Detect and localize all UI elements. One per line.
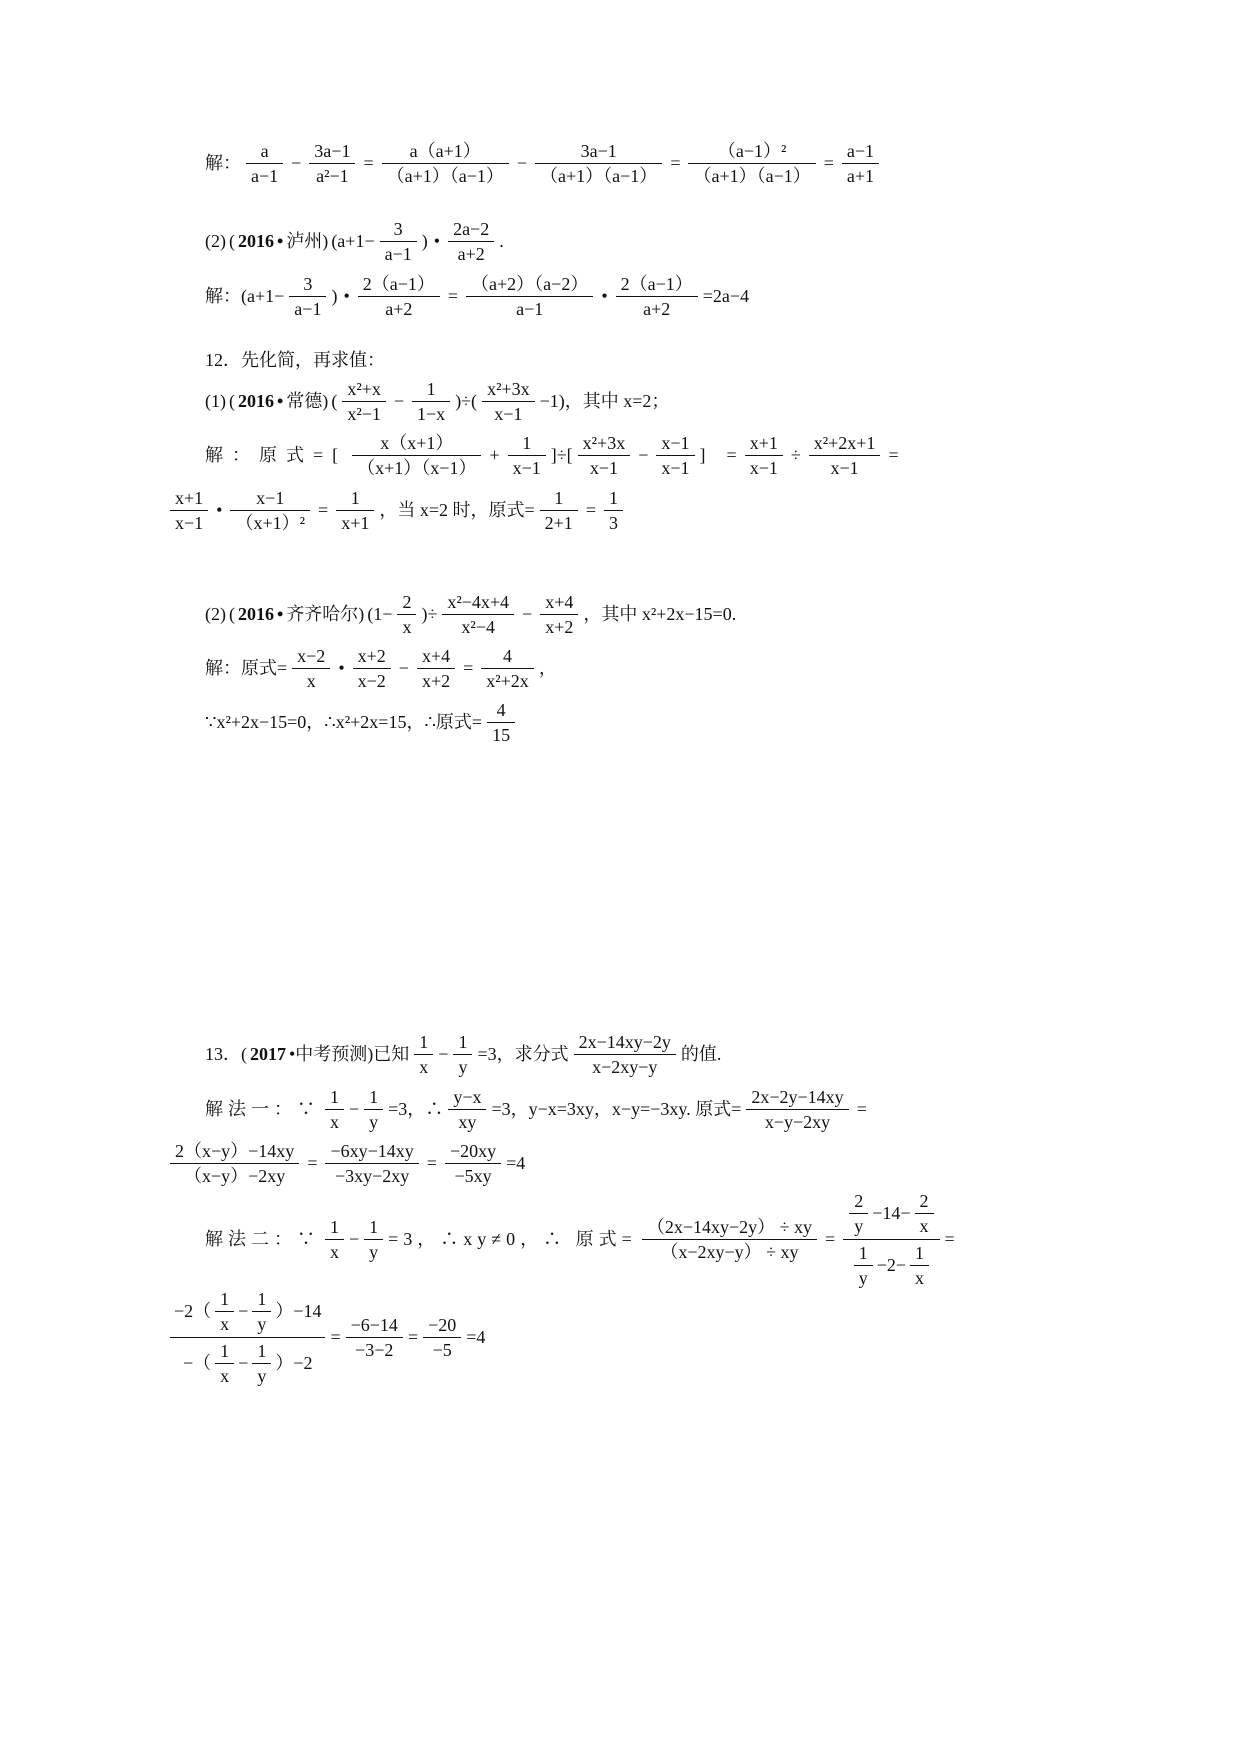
fraction <box>616 274 698 319</box>
fraction <box>854 1243 873 1288</box>
fraction <box>656 433 694 478</box>
denominator: −5 <box>432 1339 452 1360</box>
numerator: x+1 <box>170 488 208 511</box>
solution-label: 解： <box>205 153 241 173</box>
minus-sign: − <box>398 658 409 678</box>
fraction <box>540 592 578 637</box>
expression-text: )÷( <box>455 391 478 411</box>
expression-text: )÷ <box>421 604 438 624</box>
numerator: 1 <box>910 1243 929 1266</box>
numerator: 1 <box>364 1087 383 1110</box>
minus-sign: − <box>438 1044 449 1064</box>
divide-sign: ÷ <box>790 445 801 465</box>
denominator: x <box>402 616 412 637</box>
expression-text: =4 <box>506 1153 526 1173</box>
fraction <box>642 1217 817 1262</box>
denominator: （x+1）² <box>235 512 306 533</box>
fraction <box>508 433 546 478</box>
numerator: 1 <box>540 488 578 511</box>
numerator: 2（x−y）−14xy <box>170 1141 299 1164</box>
numerator: 2 <box>397 592 416 615</box>
fraction <box>746 1087 848 1132</box>
numerator: 1 <box>508 433 546 456</box>
solution-label: 解：原式= <box>205 658 288 678</box>
fraction <box>915 1191 934 1236</box>
numerator: 2 <box>915 1191 934 1214</box>
fraction <box>414 1032 433 1077</box>
fraction <box>423 1315 461 1360</box>
compound-fraction <box>843 1191 939 1288</box>
equals-sign: = <box>407 1327 419 1347</box>
numerator: 1 <box>325 1087 344 1110</box>
fraction <box>910 1243 929 1288</box>
numerator: y−x <box>448 1087 486 1110</box>
solution-label: 解法一：∵ <box>205 1099 320 1119</box>
fraction <box>809 433 881 478</box>
source-location: 常德) <box>286 391 329 411</box>
expression-text: −14− <box>872 1203 911 1223</box>
denominator: （x−2xy−y） ÷ xy <box>660 1241 799 1262</box>
multiply-dot: • <box>601 286 608 306</box>
equals-sign: = <box>307 1153 318 1173</box>
equals-sign: = <box>426 1153 437 1173</box>
denominator: 3 <box>608 512 618 533</box>
numerator: x+4 <box>417 646 455 669</box>
numerator: 3 <box>380 219 417 242</box>
fraction <box>289 274 326 319</box>
expression-text: ]÷[ <box>550 445 573 465</box>
fraction <box>352 433 481 478</box>
fraction <box>230 488 310 533</box>
source-location: 泸州) <box>286 231 329 251</box>
expression-text: ) <box>421 231 428 251</box>
numerator: −6xy−14xy <box>325 1141 418 1164</box>
fraction <box>481 646 534 691</box>
fraction <box>170 1141 299 1186</box>
denominator: y <box>458 1056 468 1077</box>
equals-sign: = <box>330 1327 341 1347</box>
separator-dot: • <box>277 604 284 624</box>
equals-sign: = <box>823 153 834 173</box>
numerator: 1 <box>364 1217 383 1240</box>
denominator: x <box>220 1313 230 1334</box>
minus-sign: − <box>516 153 528 173</box>
denominator: （a+1）（a−1） <box>693 165 811 186</box>
source-year: 2016 <box>238 391 274 411</box>
q11-2-solution <box>205 266 749 326</box>
fraction <box>364 1087 383 1132</box>
expression-text: −2（ <box>174 1301 212 1321</box>
expression-text: −2− <box>876 1255 906 1275</box>
numerator: x−1 <box>230 488 310 511</box>
fraction <box>325 1217 344 1262</box>
denominator: x−y−2xy <box>764 1111 831 1132</box>
q13-method-2-line-1 <box>205 1190 955 1288</box>
numerator: 3a−1 <box>309 141 355 164</box>
fraction <box>252 1289 271 1334</box>
denominator: x−1 <box>589 457 619 478</box>
denominator: x²−4 <box>461 616 495 637</box>
denominator: −3−2 <box>355 1339 394 1360</box>
minus-sign: − <box>393 391 405 411</box>
source-year: 2017 <box>250 1044 286 1064</box>
numerator: a−1 <box>842 141 879 164</box>
denominator: x−1 <box>749 457 778 478</box>
fraction <box>215 1341 234 1386</box>
fraction <box>397 592 416 637</box>
denominator: y <box>369 1111 379 1132</box>
expression-text: ， <box>538 658 557 678</box>
denominator: x+1 <box>341 512 370 533</box>
plus-sign: + <box>489 445 500 465</box>
expression-text: =2a−4 <box>702 286 750 306</box>
denominator: x+2 <box>545 616 574 637</box>
source-location: 齐齐哈尔) <box>286 604 365 624</box>
numerator: x+2 <box>353 646 391 669</box>
minus-sign: − <box>291 153 302 173</box>
fraction <box>358 274 440 319</box>
fraction <box>325 1141 418 1186</box>
denominator: x <box>306 670 316 691</box>
fraction <box>380 219 417 264</box>
equals-sign: = <box>726 445 737 465</box>
numerator: 1 <box>252 1341 271 1364</box>
expression-text: ( <box>331 391 338 411</box>
numerator: 3 <box>289 274 326 297</box>
equals-sign: = <box>318 500 329 520</box>
denominator: xy <box>458 1111 477 1132</box>
denominator: x−1 <box>494 403 523 424</box>
solution-label: 解法二：∵ <box>205 1229 320 1249</box>
compound-denominator <box>843 1240 939 1288</box>
q12-2-solution-line-1 <box>205 638 557 698</box>
q12-1-solution-line-1 <box>205 425 902 485</box>
multiply-dot: • <box>338 658 345 678</box>
fraction <box>688 141 815 186</box>
fraction <box>346 1315 403 1360</box>
fraction <box>412 379 450 424</box>
denominator: y <box>369 1241 379 1262</box>
denominator: x <box>919 1215 929 1236</box>
equals-sign: = <box>888 445 899 465</box>
fraction <box>417 646 455 691</box>
expression-text: (a+1− <box>331 231 375 251</box>
fraction <box>292 646 330 691</box>
fraction <box>482 379 535 424</box>
numerator: −20xy <box>445 1141 501 1164</box>
expression-text: ，其中 x²+2x−15=0. <box>583 604 737 624</box>
numerator: x²+3x <box>578 433 631 456</box>
expression-text: −1)，其中 x=2； <box>539 391 670 411</box>
minus-sign: − <box>522 604 533 624</box>
solution-label: 解：(a+1− <box>205 286 285 306</box>
numerator: 2（a−1） <box>358 274 440 297</box>
numerator: （2x−14xy−2y） ÷ xy <box>642 1217 817 1240</box>
denominator: 1−x <box>417 403 446 424</box>
denominator: x+2 <box>421 670 451 691</box>
fraction <box>342 379 386 424</box>
numerator: x+1 <box>745 433 783 456</box>
minus-sign: − <box>638 445 649 465</box>
equals-sign: = <box>856 1099 867 1119</box>
expression-text: ] <box>699 445 706 465</box>
fraction <box>364 1217 383 1262</box>
fraction <box>604 488 623 533</box>
numerator: x−2 <box>292 646 330 669</box>
problem-heading: 12．先化简，再求值： <box>205 350 385 370</box>
expression-text: −（ <box>183 1353 212 1373</box>
equals-sign: = <box>447 286 459 306</box>
fraction <box>442 592 514 637</box>
sub-problem-number: (2) <box>205 231 226 251</box>
numerator: （a+2）（a−2） <box>466 274 593 297</box>
denominator: x−1 <box>175 512 204 533</box>
numerator: −20 <box>423 1315 461 1338</box>
numerator: a（a+1） <box>382 141 509 164</box>
q12-2-problem <box>205 584 736 644</box>
numerator: 2x−2y−14xy <box>746 1087 848 1110</box>
expression-text: 的值. <box>680 1044 722 1064</box>
fraction <box>487 700 515 745</box>
denominator: a−1 <box>294 298 322 319</box>
numerator: 2a−2 <box>448 219 494 242</box>
denominator: （a+1）（a−1） <box>386 165 504 186</box>
expression-text: (1− <box>367 604 393 624</box>
fraction <box>252 1341 271 1386</box>
q12-1-solution-line-2 <box>168 480 625 540</box>
fraction <box>448 219 494 264</box>
expression-text: ）−14 <box>275 1301 322 1321</box>
q11-1-solution <box>205 133 881 193</box>
fraction <box>382 141 509 186</box>
denominator: a+2 <box>385 298 413 319</box>
denominator: y <box>854 1215 864 1236</box>
denominator: y <box>858 1267 868 1288</box>
denominator: y <box>257 1365 267 1386</box>
denominator: 15 <box>492 724 511 745</box>
source-year: 2016 <box>238 604 274 624</box>
source-year: 2016 <box>238 231 274 251</box>
expression-text: =3，∴xy≠0，∴ 原式= <box>388 1229 637 1249</box>
numerator: x²+x <box>342 379 386 402</box>
numerator: x（x+1） <box>352 433 481 456</box>
compound-denominator <box>170 1338 325 1386</box>
denominator: x−1 <box>661 457 690 478</box>
fraction <box>170 488 208 533</box>
expression-text: ∵x²+2x−15=0，∴x²+2x=15，∴原式= <box>205 712 483 732</box>
q13-method-1-line-2 <box>168 1133 525 1193</box>
numerator: x+4 <box>540 592 578 615</box>
numerator: 1 <box>252 1289 271 1312</box>
expression-text: ）−2 <box>275 1353 313 1373</box>
q12-1-problem <box>205 371 669 431</box>
fraction <box>466 274 593 319</box>
numerator: 2x−14xy−2y <box>574 1032 676 1055</box>
fraction <box>309 141 355 186</box>
q13-method-1-line-1 <box>205 1079 870 1139</box>
expression-text: •中考预测)已知 <box>289 1044 410 1064</box>
numerator: 1 <box>604 488 623 511</box>
fraction <box>336 488 374 533</box>
fraction <box>215 1289 234 1334</box>
denominator: x²+2x <box>486 670 529 691</box>
q13-problem <box>205 1024 721 1084</box>
equals-sign: = <box>463 658 474 678</box>
numerator: a <box>246 141 283 164</box>
expression-text: ( <box>229 391 235 411</box>
numerator: （a−1）² <box>688 141 815 164</box>
denominator: x <box>330 1111 339 1132</box>
denominator: x <box>915 1267 924 1288</box>
numerator: 1 <box>215 1341 234 1364</box>
denominator: x <box>419 1056 429 1077</box>
numerator: −6−14 <box>346 1315 403 1338</box>
denominator: a−1 <box>516 298 544 319</box>
equals-sign: = <box>944 1229 955 1249</box>
numerator: 1 <box>453 1032 472 1055</box>
compound-numerator <box>843 1191 939 1240</box>
denominator: （x+1）（x−1） <box>357 457 477 478</box>
multiply-dot: • <box>216 500 223 520</box>
problem-number: 13．( <box>205 1044 247 1064</box>
numerator: 2 <box>849 1191 868 1214</box>
compound-numerator <box>170 1289 325 1338</box>
numerator: 1 <box>854 1243 873 1266</box>
numerator: 1 <box>215 1289 234 1312</box>
sub-problem-number: (1) <box>205 391 226 411</box>
denominator: x−1 <box>830 457 859 478</box>
q13-method-2-line-2 <box>168 1288 486 1386</box>
minus-sign: − <box>349 1229 360 1249</box>
minus-sign: − <box>349 1099 360 1119</box>
expression-text: ，当 x=2 时，原式= <box>379 500 535 520</box>
equals-sign: = <box>363 153 374 173</box>
fraction <box>578 433 631 478</box>
numerator: 4 <box>487 700 515 723</box>
separator-dot: • <box>277 231 284 251</box>
numerator: 3a−1 <box>535 141 662 164</box>
denominator: （a+1）（a−1） <box>540 165 658 186</box>
denominator: 2+1 <box>544 512 573 533</box>
fraction <box>842 141 879 186</box>
q11-2-problem <box>205 211 504 271</box>
denominator: −3xy−2xy <box>334 1165 410 1186</box>
denominator: a+2 <box>457 243 485 264</box>
fraction <box>246 141 283 186</box>
denominator: x−2 <box>357 670 386 691</box>
equals-sign: = <box>825 1229 836 1249</box>
denominator: （x−y）−2xy <box>184 1165 286 1186</box>
compound-fraction <box>170 1289 325 1386</box>
fraction <box>574 1032 676 1077</box>
fraction <box>325 1087 344 1132</box>
denominator: −5xy <box>454 1165 492 1186</box>
numerator: 2（a−1） <box>616 274 698 297</box>
equals-sign: = <box>585 500 596 520</box>
denominator: y <box>257 1313 267 1334</box>
numerator: 1 <box>325 1217 344 1240</box>
solution-label: 解：原式=[ <box>205 445 348 465</box>
minus-sign: − <box>238 1353 249 1373</box>
expression-text: ( <box>229 604 235 624</box>
equals-sign: = <box>670 153 681 173</box>
denominator: x <box>330 1241 339 1262</box>
multiply-dot: • <box>433 231 441 251</box>
denominator: a−1 <box>384 243 412 264</box>
minus-sign: − <box>238 1301 249 1321</box>
expression-text: ) <box>331 286 338 306</box>
fraction <box>849 1191 868 1236</box>
numerator: 1 <box>414 1032 433 1055</box>
expression-text: . <box>499 231 504 251</box>
numerator: 4 <box>481 646 534 669</box>
fraction <box>448 1087 486 1132</box>
denominator: x−1 <box>512 457 541 478</box>
fraction <box>540 488 578 533</box>
multiply-dot: • <box>343 286 350 306</box>
fraction <box>445 1141 501 1186</box>
expression-text: =4 <box>466 1327 486 1347</box>
denominator: a²−1 <box>316 165 349 186</box>
expression-text: ( <box>229 231 235 251</box>
numerator: x²+2x+1 <box>809 433 881 456</box>
fraction <box>453 1032 472 1077</box>
fraction <box>353 646 391 691</box>
numerator: x²+3x <box>482 379 535 402</box>
numerator: x²−4x+4 <box>442 592 514 615</box>
denominator: a−1 <box>251 165 279 186</box>
sub-problem-number: (2) <box>205 604 226 624</box>
fraction <box>535 141 662 186</box>
denominator: a+1 <box>846 165 875 186</box>
numerator: x−1 <box>656 433 694 456</box>
q12-2-solution-line-2 <box>205 692 517 752</box>
expression-text: =3，求分式 <box>477 1044 569 1064</box>
expression-text: =3，y−x=3xy，x−y=−3xy. 原式= <box>491 1099 742 1119</box>
denominator: x <box>220 1365 230 1386</box>
expression-text: =3，∴ <box>388 1099 444 1119</box>
denominator: x−2xy−y <box>592 1056 658 1077</box>
numerator: 1 <box>412 379 450 402</box>
separator-dot: • <box>277 391 284 411</box>
fraction <box>745 433 783 478</box>
denominator: x²−1 <box>347 403 381 424</box>
denominator: a+2 <box>643 298 671 319</box>
numerator: 1 <box>336 488 374 511</box>
